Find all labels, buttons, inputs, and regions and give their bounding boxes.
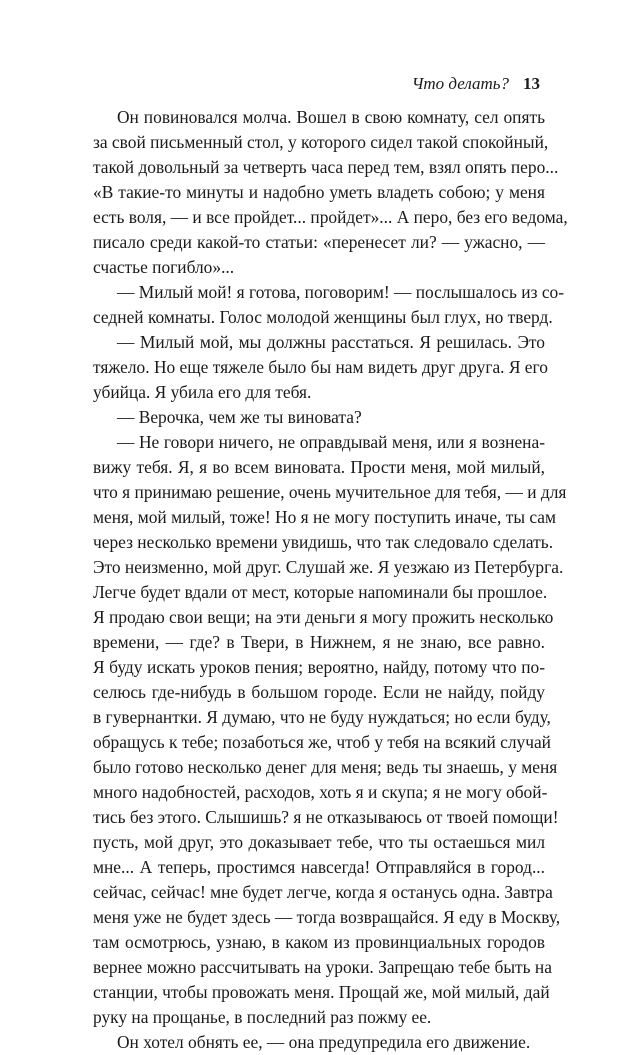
text-line: меня, мой милый, тоже! Но я не могу поступить иначе, ты сам (93, 507, 557, 527)
text-line: вижу тебя. Я, я во всем виновата. Прости меня, мой милый, (93, 457, 545, 477)
text-line: счастье погибло»... (93, 257, 235, 277)
text-line: есть воля, — и все пройдет... пройдет»... А перо, без его ведома, (93, 207, 568, 227)
text-line: такой довольный за четверть часа перед тем, взял опять перо... (93, 157, 559, 177)
text-line: — Милый мой, мы должны расстаться. Я решилась. Это (117, 332, 545, 352)
text-line: много надобностей, расходов, хоть я и скупа; я не могу обой- (93, 782, 548, 802)
text-line: станции, чтобы провожать меня. Прощай же, мой милый, дай (93, 982, 550, 1002)
text-line: «В такие-то минуты и надобно уметь владеть собою; у меня (93, 182, 545, 202)
text-line: седней комнаты. Голос молодой женщины был глух, но тверд. (93, 307, 553, 327)
running-head-title: Что делать? (411, 74, 509, 93)
text-line: что я принимаю решение, очень мучительное для тебя, — и для (93, 482, 567, 502)
text-line: было готово несколько денег для меня; ведь ты знаешь, у меня (93, 757, 558, 777)
text-line: писало среди какой-то статьи: «перенесет ли? — ужасно, — (93, 232, 545, 252)
text-line: времени, — где? в Твери, в Нижнем, я не знаю, все равно. (93, 632, 545, 652)
text-line: Я буду искать уроков пения; вероятно, найду, потому что по- (93, 657, 545, 677)
text-line: в гувернантки. Я думаю, что не буду нуждаться; но если буду, (93, 707, 551, 727)
text-line: за свой письменный стол, у которого сидел такой спокойный, (93, 132, 549, 152)
text-line: руку на прощанье, в последний раз пожму ее. (93, 1007, 432, 1027)
page-number: 13 (523, 74, 540, 93)
text-line: там осмотрюсь, узнаю, в каком из провинциальных городов (93, 932, 545, 952)
text-line: Он хотел обнять ее, — она предупредила его движение. (117, 1032, 531, 1052)
running-head (412, 73, 540, 95)
text-line: меня уже не будет здесь — тогда возвращайся. Я еду в Москву, (93, 907, 561, 927)
text-line: сейчас, сейчас! мне будет легче, когда я останусь одна. Завтра (93, 882, 553, 902)
text-line: Я продаю свои вещи; на эти деньги я могу прожить несколько (93, 607, 554, 627)
text-line: вернее можно рассчитывать на уроки. Запрещаю тебе быть на (93, 957, 552, 977)
text-line: Легче будет вдали от мест, которые напоминали бы прошлое. (93, 582, 548, 602)
text-line: через несколько времени увидишь, что так следовало сделать. (93, 532, 554, 552)
text-line: тись без этого. Слышишь? я не отказываюсь от твоей помощи! (93, 807, 559, 827)
text-line: — Милый мой! я готова, поговорим! — послышалось из со- (117, 282, 565, 302)
text-line: Он повиновался молча. Вошел в свою комнату, сел опять (117, 107, 545, 127)
text-line: убийца. Я убила его для тебя. (93, 382, 312, 402)
text-line: селюсь где-нибудь в большом городе. Если не найду, пойду (93, 682, 545, 702)
text-line: — Верочка, чем же ты виновата? (117, 407, 362, 427)
text-line: обращусь к тебе; позаботься же, чтоб у тебя на всякий случай (93, 732, 551, 752)
text-line: тяжело. Но еще тяжеле было бы нам видеть друг друга. Я его (93, 357, 548, 377)
text-line: Это неизменно, мой друг. Слушай же. Я уезжаю из Петербурга. (93, 557, 564, 577)
body-text (93, 105, 568, 1055)
text-line: пусть, мой друг, это доказывает тебе, что ты остаешься мил (93, 832, 545, 852)
text-line: — Не говори ничего, не оправдывай меня, или я вознена- (117, 432, 545, 452)
text-line: мне... А теперь, простимся навсегда! Отправляйся в город... (93, 857, 545, 877)
